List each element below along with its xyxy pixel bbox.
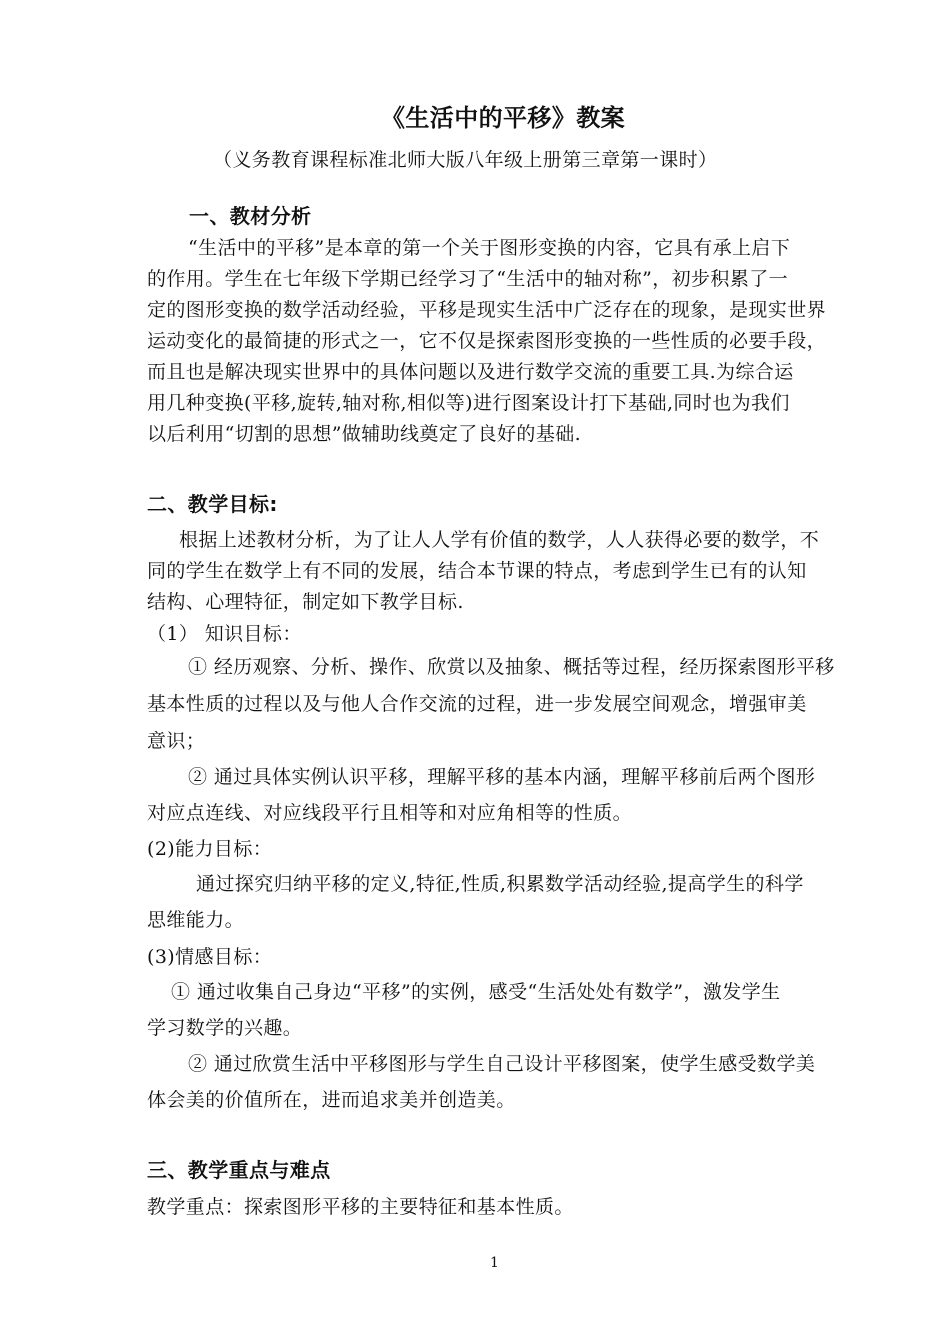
document-title: 《生活中的平移》教案 (381, 104, 625, 132)
paragraph-line: 以后利用“切割的思想”做辅助线奠定了良好的基础. (147, 423, 582, 445)
list-item-line: 对应点连线、对应线段平行且相等和对应角相等的性质。 (147, 802, 633, 824)
paragraph-line: 同的学生在数学上有不同的发展，结合本节课的特点，考虑到学生已有的认知 (147, 560, 807, 582)
section-heading-key-points: 三、教学重点与难点 (147, 1158, 331, 1182)
section-heading-teaching-objectives: 二、教学目标: (147, 492, 278, 516)
paragraph-line: 而且也是解决现实世界中的具体问题以及进行数学交流的重要工具.为综合运 (147, 361, 794, 383)
list-item-line: ① 通过收集自己身边“平移”的实例，感受“生活处处有数学”，激发学生 (171, 981, 781, 1003)
paragraph-line: 定的图形变换的数学活动经验，平移是现实生活中广泛存在的现象，是现实世界 (147, 299, 827, 321)
list-item-line: 学习数学的兴趣。 (147, 1017, 303, 1039)
list-item-line: 基本性质的过程以及与他人合作交流的过程，进一步发展空间观念，增强审美 (147, 693, 807, 715)
paragraph-line: 根据上述教材分析，为了让人人学有价值的数学，人人获得必要的数学，不 (179, 529, 820, 551)
paragraph-line: 结构、心理特征，制定如下教学目标. (147, 591, 464, 613)
section-heading-textbook-analysis: 一、教材分析 (189, 204, 312, 228)
list-item-line: 意识； (147, 730, 206, 752)
paragraph-line: “生活中的平移”是本章的第一个关于图形变换的内容，它具有承上启下 (188, 237, 791, 259)
ability-objective-label: (2)能力目标： (147, 838, 273, 860)
list-item-line: ② 通过欣赏生活中平移图形与学生自己设计平移图案，使学生感受数学美 (188, 1053, 816, 1075)
paragraph-line: 的作用。学生在七年级下学期已经学习了“生活中的轴对称”，初步积累了一 (147, 268, 789, 290)
paragraph-line: 运动变化的最简捷的形式之一，它不仅是探索图形变换的一些性质的必要手段， (147, 330, 827, 352)
paragraph-line: 思维能力。 (147, 909, 245, 931)
list-item-line: 体会美的价值所在，进而追求美并创造美。 (147, 1089, 516, 1111)
list-item-line: ② 通过具体实例认识平移，理解平移的基本内涵，理解平移前后两个图形 (188, 766, 816, 788)
key-point-text: 教学重点：探索图形平移的主要特征和基本性质。 (147, 1196, 574, 1218)
list-item-line: ① 经历观察、分析、操作、欣赏以及抽象、概括等过程，经历探索图形平移 (188, 656, 835, 678)
paragraph-line: 通过探究归纳平移的定义,特征,性质,积累数学活动经验,提高学生的科学 (196, 873, 804, 895)
emotion-objective-label: (3)情感目标： (147, 946, 273, 968)
knowledge-objective-label: （1） 知识目标： (147, 623, 302, 645)
document-subtitle: （义务教育课程标准北师大版八年级上册第三章第一课时） (213, 149, 718, 171)
paragraph-line: 用几种变换(平移,旋转,轴对称,相似等)进行图案设计打下基础,同时也为我们 (147, 392, 790, 414)
page-number: 1 (490, 1255, 500, 1271)
